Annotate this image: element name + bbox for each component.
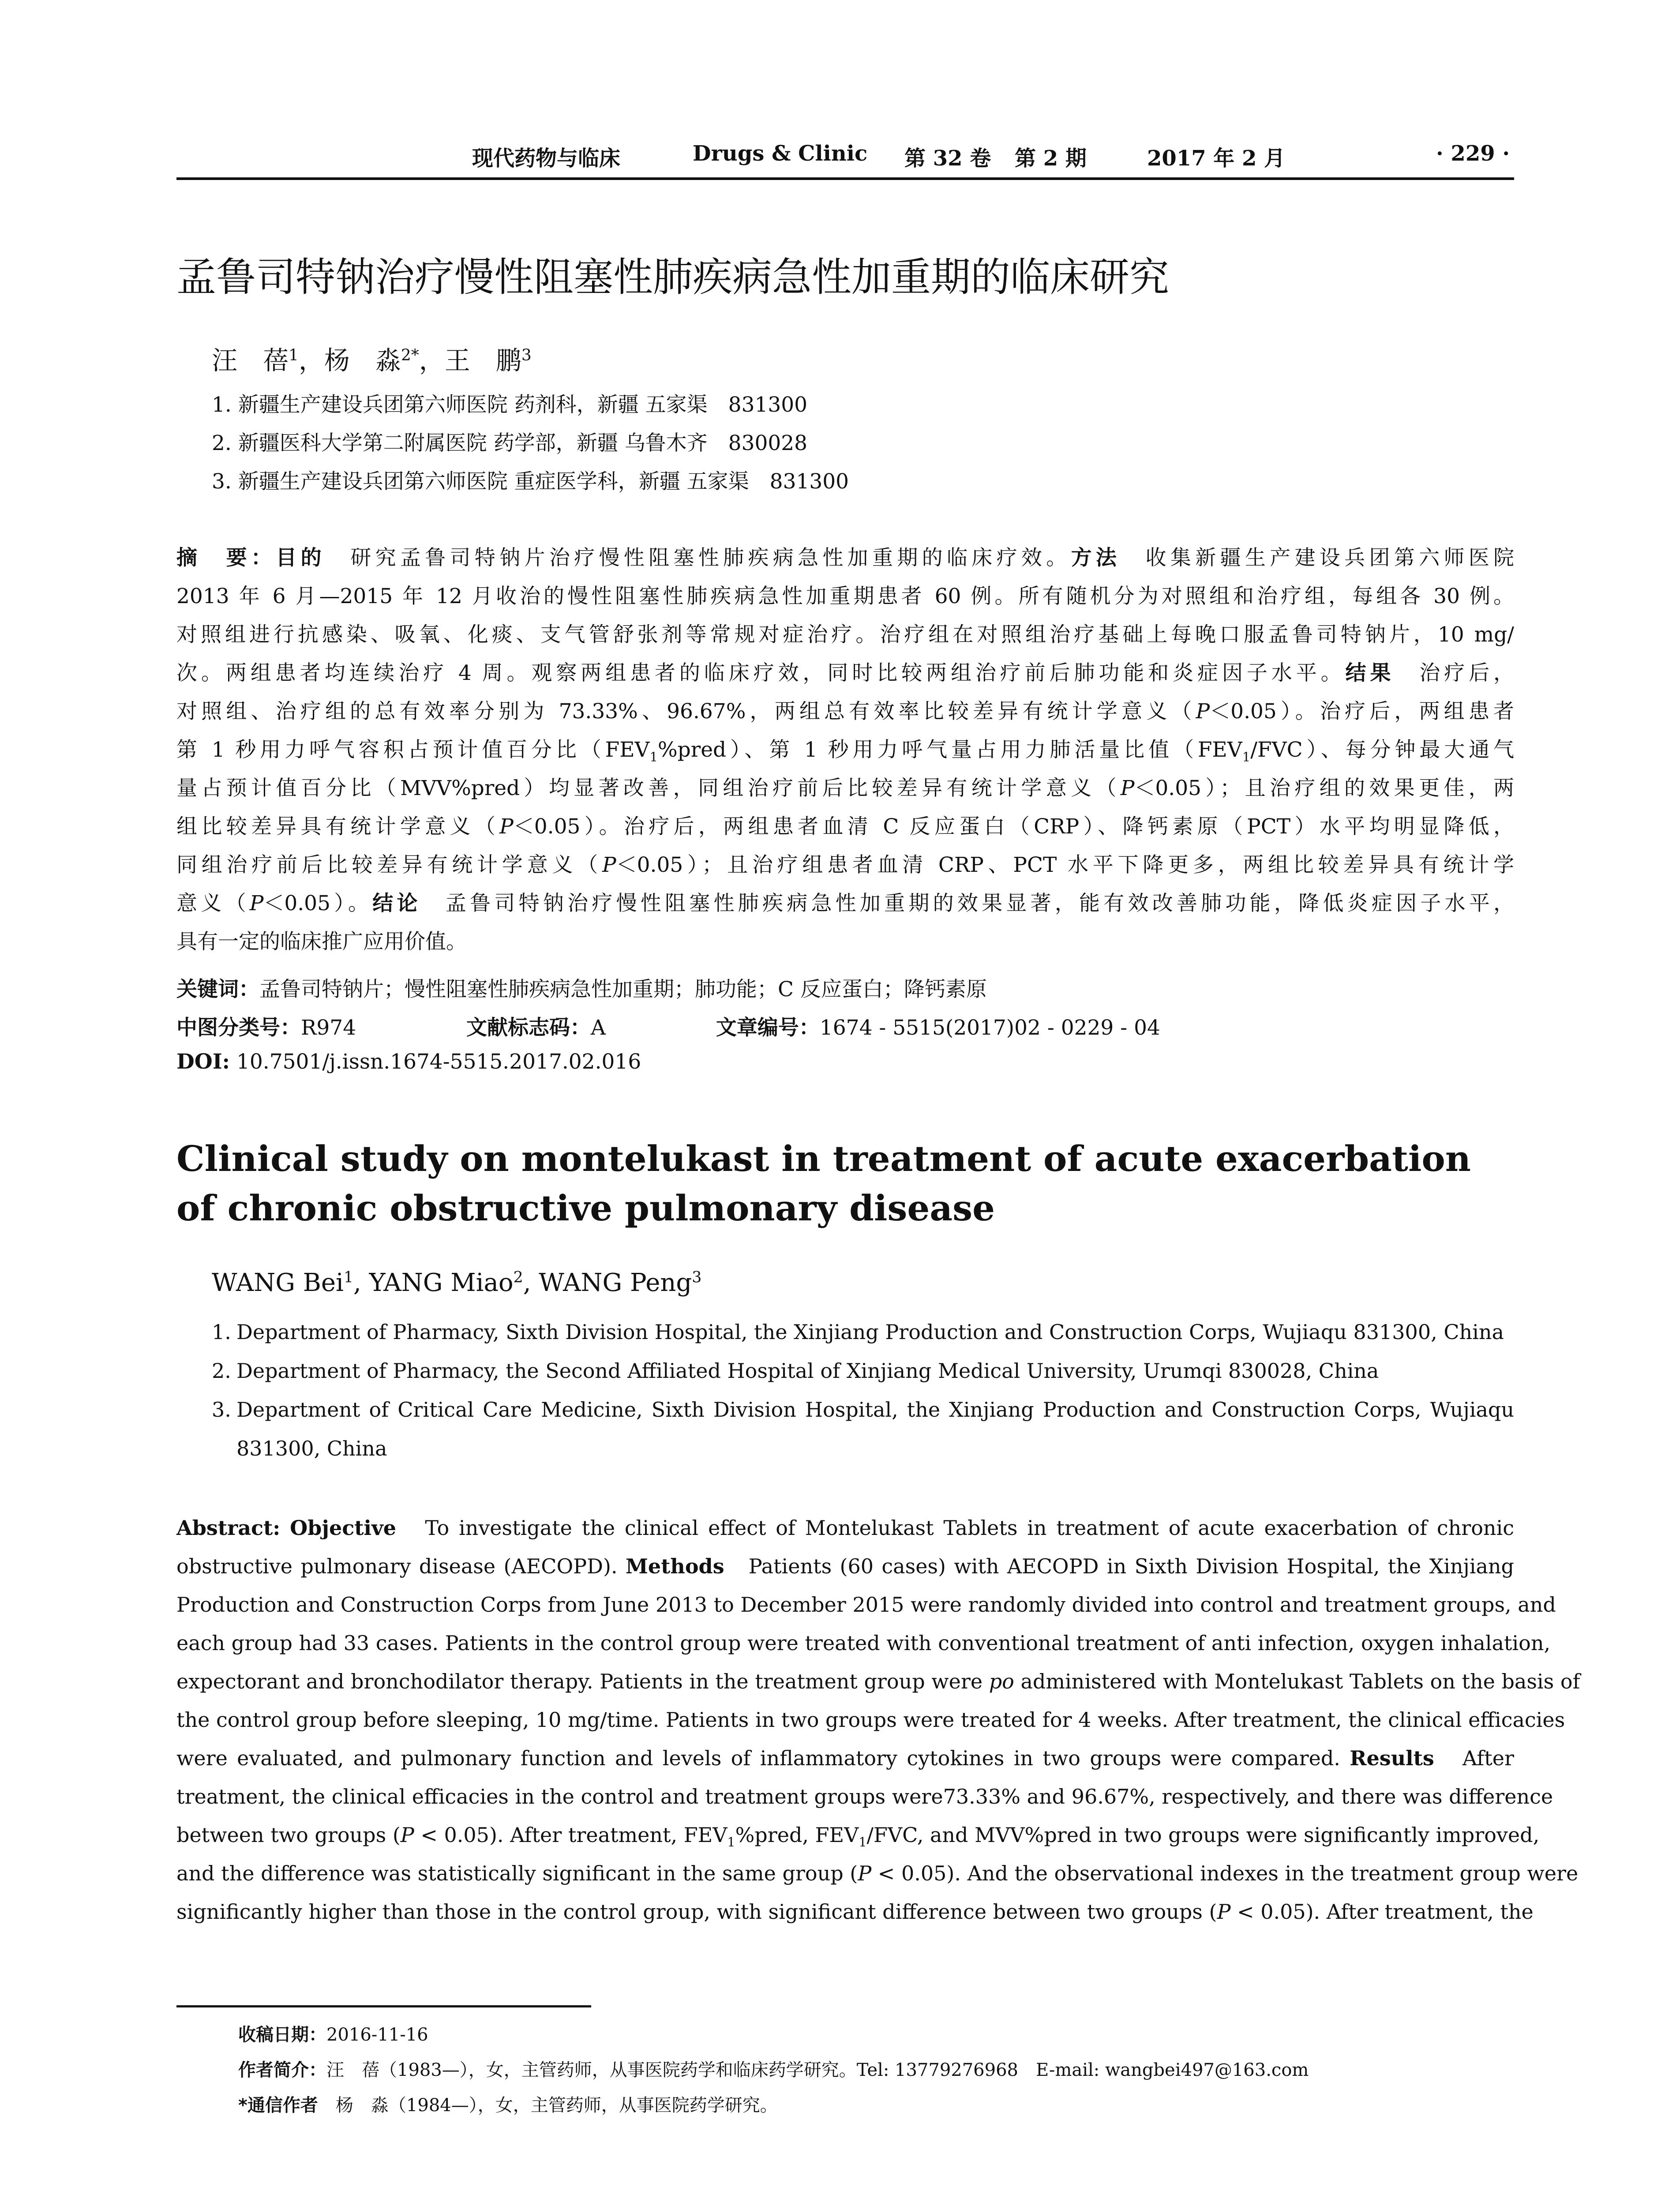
en-affiliation-2: 2. Department of Pharmacy, the Second Affiliated Hospital of Xinjiang Medical University, Urumqi 830028, China (212, 1359, 1379, 1383)
en-methods-label: Methods (625, 1554, 724, 1578)
footnote-received: 收稿日期：2016-11-16 (238, 2025, 428, 2045)
cn-author-1: 汪 蓓 (212, 345, 289, 375)
cn-affiliation-1: 1. 新疆生产建设兵团第六师医院 药剂科，新疆 五家渠 831300 (212, 393, 808, 417)
cn-affiliation-3: 3. 新疆生产建设兵团第六师医院 重症医学科，新疆 五家渠 831300 (212, 469, 849, 494)
cn-methods-label: 方法 (1071, 546, 1121, 570)
journal-name-cn: 现代药物与临床 (472, 146, 621, 171)
issue-date: 2017 年 2 月 (1147, 146, 1286, 171)
doc-code: A (591, 1016, 606, 1040)
issue: 第 2 期 (1015, 146, 1087, 171)
cn-conclusion-label: 结论 (372, 891, 421, 915)
journal-name-en: Drugs & Clinic (693, 141, 868, 166)
footnote-corresponding: *通信作者 杨 淼（1984—），女，主管药师，从事医院药学研究。 (238, 2095, 778, 2116)
cn-classification: 中图分类号：R974 文献标志码：A 文章编号：1674 - 5515(2017)02 - 0229 - 04 (176, 1016, 1160, 1040)
cn-title: 孟鲁司特钠治疗慢性阻塞性肺疾病急性加重期的临床研究 (176, 254, 1169, 300)
clc-code: R974 (301, 1016, 356, 1040)
article-number: 1674 - 5515(2017)02 - 0229 - 04 (819, 1016, 1160, 1040)
page-number: · 229 · (1436, 141, 1510, 166)
en-affiliation-3: 3. Department of Critical Care Medicine, Sixth Division Hospital, the Xinjiang Production and Construction Corps, Wujiaqu 831300, China (212, 1398, 1514, 1460)
cn-author-3: 王 鹏 (444, 345, 521, 375)
en-abstract: Abstract: Objective To investigate the clinical effect of Montelukast Tablets in treatment of acute exacerbation of chronic obstructive pulmonary disease (AECOPD). Methods Patients (60 cases) with AECOPD in Sixth Division Hospital, the Xinjiang Production and Construction Corps from June 2013 to December 2015 were randomly divided into control and treatment groups, and each group had 33 cases. Patients in the control group were treated with conventional treatment of anti infection, oxygen inhalation, expectorant and bronchodilator therapy. Patients in the treatment group were po administered with Montelukast Tablets on the basis of the control group before sleeping, 10 mg/time. Patients in two groups were treated for 4 weeks. After treatment, the clinical efficacies were evaluated, and pulmonary function and levels of inflammatory cytokines in two groups were compared. Results After treatment, the clinical efficacies in the control and treatment groups were73.33% and 96.67%, respectively, and there was difference between two groups (P < 0.05). After treatment, $FEV_1\%pred$, $FEV_1$/FVC, and MVV%pred in two groups were significantly improved, and the difference was statistically significant in the same group (P < 0.05). And the observational indexes in the treatment group were significantly higher than those in the control group, with significant difference between two groups (P < 0.05). After treatment, the (176, 1516, 1580, 1924)
cn-affiliation-2: 2. 新疆医科大学第二附属医院 药学部，新疆 乌鲁木齐 830028 (212, 431, 808, 455)
cn-keywords: 关键词：孟鲁司特钠片；慢性阻塞性肺疾病急性加重期；肺功能；C 反应蛋白；降钙素原 (176, 977, 987, 1002)
en-objective-label: Objective (290, 1516, 396, 1540)
running-header (176, 132, 1514, 171)
en-authors: WANG Bei$^1$, YANG Miao$^2$, WANG Peng$^3$ (212, 1268, 702, 1297)
cn-authors: 汪 蓓$^1$，杨 淼$^{2*}$，王 鹏$^3$ (212, 345, 532, 375)
doi-value: 10.7501/j.issn.1674-5515.2017.02.016 (236, 1050, 641, 1074)
cn-results-label: 结果 (1345, 661, 1395, 685)
cn-abstract-label: 摘 要： (176, 546, 276, 570)
en-affiliation-1: 1. Department of Pharmacy, Sixth Division Hospital, the Xinjiang Production and Construction Corps, Wujiaqu 831300, China (212, 1320, 1504, 1344)
footnote-author-bio: 作者简介：汪 蓓（1983—），女，主管药师，从事医院药学和临床药学研究。Tel: 13779276968 E-mail: wangbei497@163.com (238, 2060, 1309, 2080)
en-abstract-label: Abstract: (176, 1516, 281, 1540)
cn-author-2: 杨 淼 (324, 345, 401, 375)
volume: 第 32 卷 (904, 146, 991, 171)
cn-objective-label: 目的 (276, 546, 326, 570)
footnote-rule (176, 2005, 591, 2007)
cn-abstract: 摘 要：目的 研究孟鲁司特钠片治疗慢性阻塞性肺疾病急性加重期的临床疗效。方法 收集新疆生产建设兵团第六师医院 2013 年 6 月—2015 年 12 月收治的慢性阻塞性肺疾病急性加重期患者 60 例。所有随机分为对照组和治疗组，每组各 30 例。 对照组进行抗感染、吸氧、化痰、支气管舒张剂等常规对症治疗。治疗组在对照组治疗基础上每晚口服孟鲁司特钠片，10 mg/ 次。两组患者均连续治疗 4 周。观察两组患者的临床疗效，同时比较两组治疗前后肺功能和炎症因子水平。结果 治疗后， 对照组、治疗组的总有效率分别为 73.33%、96.67%，两组总有效率比较差异有统计学意义（P＜0.05）。治疗后，两组患者 第 1 秒用力呼气容积占预计值百分比$(FEV_1\%pred)$、第 1 秒用力呼气量占用力肺活量比值$(FEV_1/FVC)$、每分钟最大通气 量占预计值百分比（MVV%pred）均显著改善，同组治疗前后比较差异有统计学意义（P＜0.05）；且治疗组的效果更佳，两 组比较差异具有统计学意义（P＜0.05）。治疗后，两组患者血清 C 反应蛋白（CRP）、降钙素原（PCT）水平均明显降低， 同组治疗前后比较差异有统计学意义（P＜0.05）；且治疗组患者血清 CRP、PCT 水平下降更多，两组比较差异具有统计学 意义（P＜0.05）。结论 孟鲁司特钠治疗慢性阻塞性肺疾病急性加重期的效果显著，能有效改善肺功能，降低炎症因子水平， 具有一定的临床推广应用价值。 (176, 546, 1515, 954)
en-title: Clinical study on montelukast in treatment of acute exacerbation of chronic obstructive pulmonary disease (176, 1138, 1471, 1229)
header-rule (176, 177, 1514, 180)
en-results-label: Results (1350, 1746, 1434, 1770)
doi-line: DOI: 10.7501/j.issn.1674-5515.2017.02.016 (176, 1050, 641, 1074)
